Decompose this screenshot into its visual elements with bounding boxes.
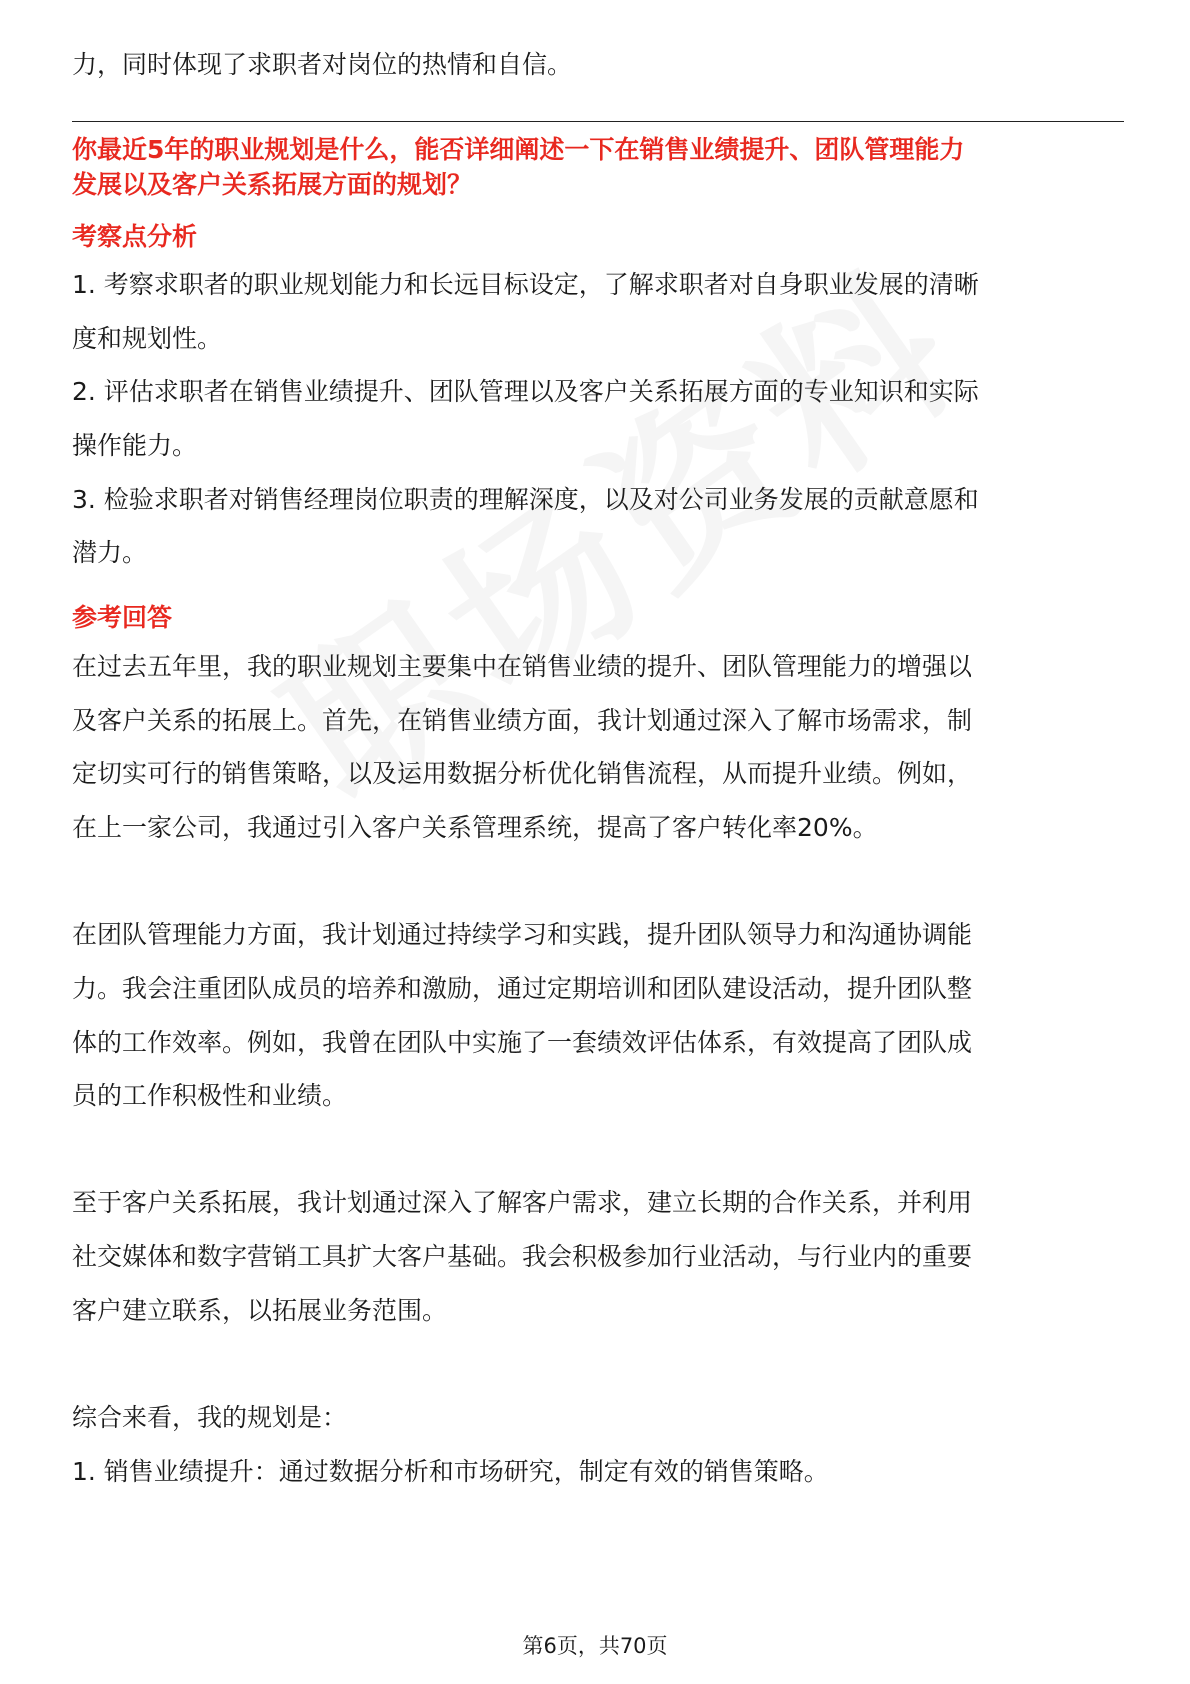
analysis-item-1: 1. 考察求职者的职业规划能力和长远目标设定，了解求职者对自身职业发展的清晰 xyxy=(72,270,979,299)
page-number: 第6页，共70页 xyxy=(522,1634,668,1658)
analysis-item-1-cont: 度和规划性。 xyxy=(72,324,223,353)
summary-intro: 综合来看，我的规划是： xyxy=(72,1403,348,1432)
answer-paragraph-1: 及客户关系的拓展上。首先，在销售业绩方面，我计划通过深入了解市场需求，制 xyxy=(72,706,973,735)
analysis-item-3-cont: 潜力。 xyxy=(72,538,148,567)
answer-paragraph-3: 客户建立联系，以拓展业务范围。 xyxy=(72,1296,448,1325)
analysis-item-2-cont: 操作能力。 xyxy=(72,431,198,460)
answer-paragraph-1: 在上一家公司，我通过引入客户关系管理系统，提高了客户转化率20%。 xyxy=(72,813,878,842)
section-divider xyxy=(72,121,1124,122)
question-title-line-2: 发展以及客户关系拓展方面的规划？ xyxy=(72,170,473,199)
question-title-line-1: 你最近5年的职业规划是什么，能否详细阐述一下在销售业绩提升、团队管理能力 xyxy=(72,135,965,164)
text-line: 力，同时体现了求职者对岗位的热情和自信。 xyxy=(72,50,573,79)
answer-heading: 参考回答 xyxy=(72,603,173,632)
answer-paragraph-2: 员的工作积极性和业绩。 xyxy=(72,1081,348,1110)
answer-paragraph-1: 在过去五年里，我的职业规划主要集中在销售业绩的提升、团队管理能力的增强以 xyxy=(72,652,973,681)
answer-paragraph-3: 至于客户关系拓展，我计划通过深入了解客户需求，建立长期的合作关系，并利用 xyxy=(72,1188,973,1217)
answer-paragraph-3: 社交媒体和数字营销工具扩大客户基础。我会积极参加行业活动，与行业内的重要 xyxy=(72,1242,973,1271)
summary-item-1: 1. 销售业绩提升：通过数据分析和市场研究，制定有效的销售策略。 xyxy=(72,1457,829,1486)
answer-paragraph-1: 定切实可行的销售策略，以及运用数据分析优化销售流程，从而提升业绩。例如， xyxy=(72,759,973,788)
answer-paragraph-2: 体的工作效率。例如，我曾在团队中实施了一套绩效评估体系，有效提高了团队成 xyxy=(72,1028,973,1057)
answer-paragraph-2: 在团队管理能力方面，我计划通过持续学习和实践，提升团队领导力和沟通协调能 xyxy=(72,920,973,949)
answer-paragraph-2: 力。我会注重团队成员的培养和激励，通过定期培训和团队建设活动，提升团队整 xyxy=(72,974,973,1003)
analysis-item-2: 2. 评估求职者在销售业绩提升、团队管理以及客户关系拓展方面的专业知识和实际 xyxy=(72,377,979,406)
analysis-item-3: 3. 检验求职者对销售经理岗位职责的理解深度，以及对公司业务发展的贡献意愿和 xyxy=(72,485,979,514)
analysis-heading: 考察点分析 xyxy=(72,222,198,251)
